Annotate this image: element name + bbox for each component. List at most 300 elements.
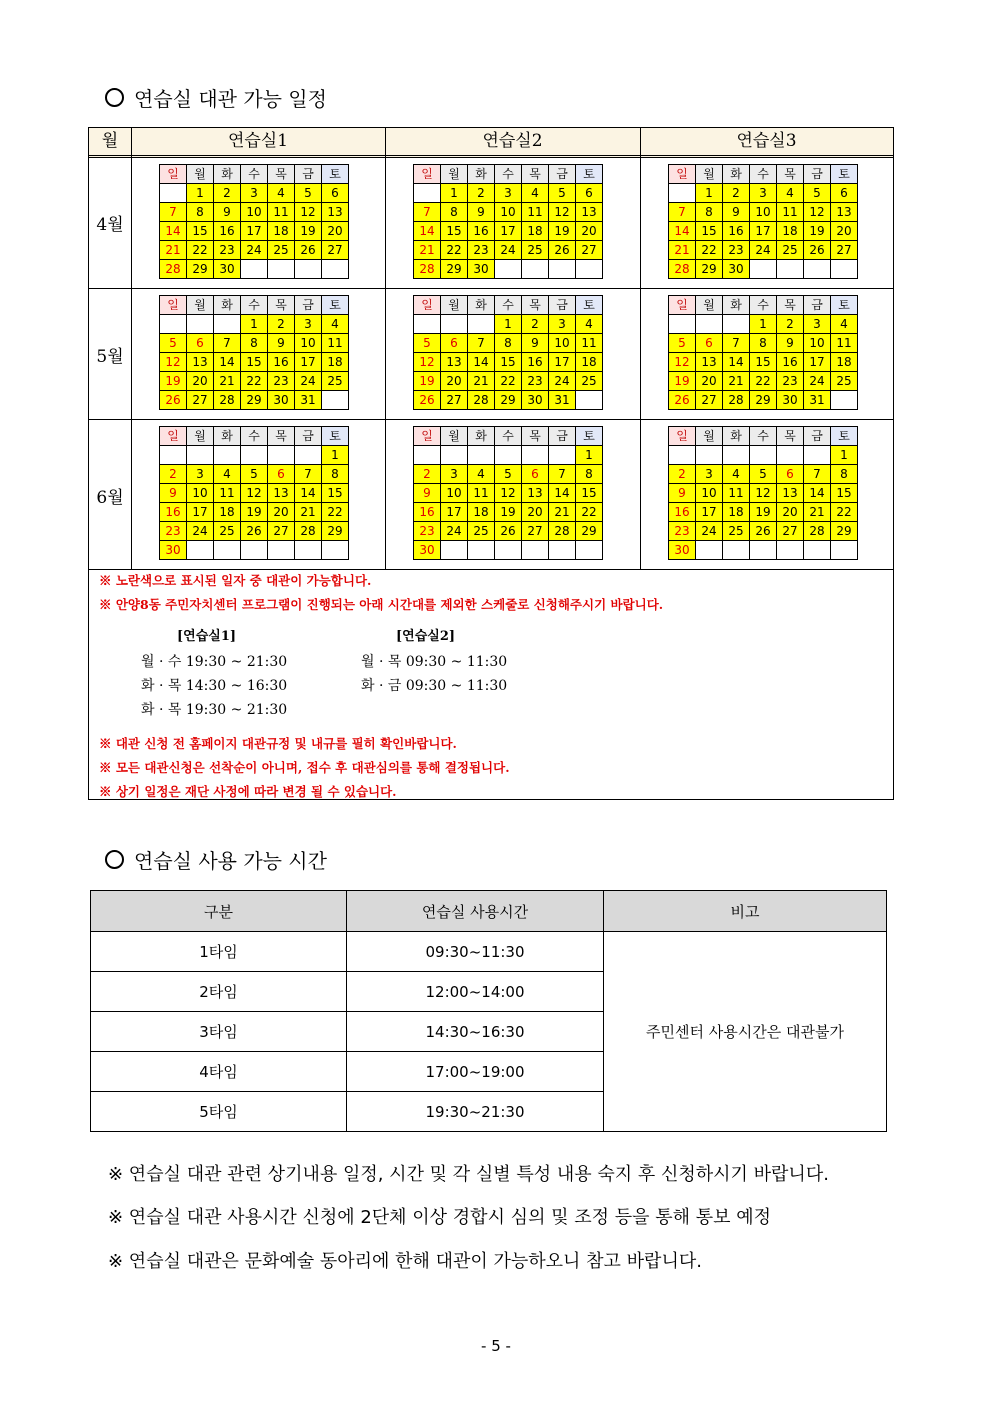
calendar-day: 20 (522, 503, 549, 522)
calendar-day: 2 (522, 315, 549, 334)
calendar-day: 13 (696, 353, 723, 372)
calendar-day: 24 (187, 522, 214, 541)
calendar-day: 27 (522, 522, 549, 541)
weekday-header: 토 (831, 296, 858, 315)
calendar-day: 5 (295, 184, 322, 203)
calendar-day: 1 (241, 315, 268, 334)
calendar-day: 5 (160, 334, 187, 353)
room1-slots-heading: [연습실1] (177, 629, 237, 644)
calendar-day: 20 (576, 222, 603, 241)
calendar-empty-cell (669, 184, 696, 203)
calendar-day: 16 (669, 503, 696, 522)
calendar-day: 30 (723, 260, 750, 279)
time-cell: 19:30~21:30 (347, 1092, 604, 1132)
calendar-day: 16 (414, 503, 441, 522)
calendar-empty-cell (576, 391, 603, 410)
calendar-day: 24 (549, 372, 576, 391)
weekday-header: 목 (268, 165, 295, 184)
calendar-empty-cell (268, 541, 295, 560)
weekday-header: 일 (414, 296, 441, 315)
weekday-header: 토 (322, 296, 349, 315)
calendar-day: 17 (441, 503, 468, 522)
calendar-empty-cell (468, 446, 495, 465)
calendar-day: 14 (804, 484, 831, 503)
calendar-day: 3 (495, 184, 522, 203)
calendar-day: 2 (268, 315, 295, 334)
calendar-day: 6 (322, 184, 349, 203)
usage-time-table (90, 890, 887, 1132)
calendar-day: 24 (750, 241, 777, 260)
section-title-text: 연습실 사용 가능 시간 (134, 849, 327, 873)
calendar-day: 7 (414, 203, 441, 222)
calendar-day: 21 (160, 241, 187, 260)
calendar-empty-cell (241, 260, 268, 279)
calendar-day: 30 (414, 541, 441, 560)
calendar-day: 8 (441, 203, 468, 222)
calendar-day: 22 (495, 372, 522, 391)
calendar-day: 17 (187, 503, 214, 522)
calendar-day: 4 (468, 465, 495, 484)
calendar-day: 30 (160, 541, 187, 560)
calendar-day: 29 (831, 522, 858, 541)
weekday-header: 화 (723, 165, 750, 184)
calendar-day: 14 (414, 222, 441, 241)
calendar-day: 6 (187, 334, 214, 353)
calendar-day: 28 (669, 260, 696, 279)
calendar-empty-cell (804, 541, 831, 560)
grid-line (89, 569, 893, 570)
calendar-empty-cell (187, 446, 214, 465)
weekday-header: 금 (295, 165, 322, 184)
weekday-header: 금 (549, 296, 576, 315)
calendar-day: 28 (414, 260, 441, 279)
calendar-day: 3 (696, 465, 723, 484)
calendar-day: 3 (187, 465, 214, 484)
weekday-header: 월 (187, 165, 214, 184)
calendar-day: 15 (750, 353, 777, 372)
calendar-day: 24 (495, 241, 522, 260)
calendar-empty-cell (723, 315, 750, 334)
calendar-day: 21 (295, 503, 322, 522)
calendar-day: 7 (669, 203, 696, 222)
calendar-day: 16 (777, 353, 804, 372)
note-yellow-available: ※ 노란색으로 표시된 일자 중 대관이 가능합니다. (99, 573, 372, 588)
calendar-day: 5 (804, 184, 831, 203)
calendar-day: 8 (495, 334, 522, 353)
calendar-empty-cell (576, 541, 603, 560)
calendar-day: 18 (576, 353, 603, 372)
calendar-day: 7 (295, 465, 322, 484)
calendar-empty-cell (495, 446, 522, 465)
weekday-header: 월 (187, 296, 214, 315)
weekday-header: 일 (160, 296, 187, 315)
calendar-day: 11 (214, 484, 241, 503)
weekday-header: 토 (322, 427, 349, 446)
circle-bullet-icon (105, 850, 124, 869)
calendar-day: 21 (549, 503, 576, 522)
calendar-day: 20 (831, 222, 858, 241)
calendar-empty-cell (777, 260, 804, 279)
calendar-empty-cell (441, 315, 468, 334)
calendar-empty-cell (549, 260, 576, 279)
calendar-empty-cell (750, 260, 777, 279)
calendar-day: 7 (549, 465, 576, 484)
calendar-day: 16 (214, 222, 241, 241)
room1-slot: 화 · 목 19:30 ~ 21:30 (141, 702, 288, 718)
calendar-day: 2 (214, 184, 241, 203)
weekday-header: 수 (750, 427, 777, 446)
grid-line (131, 128, 132, 569)
room2-header: 연습실2 (482, 131, 543, 151)
calendar-day: 7 (160, 203, 187, 222)
weekday-header: 금 (295, 296, 322, 315)
calendar-day: 1 (831, 446, 858, 465)
calendar-empty-cell (804, 446, 831, 465)
calendar-day: 5 (414, 334, 441, 353)
calendar-day: 6 (831, 184, 858, 203)
calendar-day: 30 (522, 391, 549, 410)
calendar-day: 26 (750, 522, 777, 541)
weekday-header: 금 (804, 165, 831, 184)
calendar-day: 13 (268, 484, 295, 503)
section-title-text: 연습실 대관 가능 일정 (134, 87, 327, 111)
calendar-empty-cell (495, 541, 522, 560)
calendar-empty-cell (160, 184, 187, 203)
calendar-day: 11 (723, 484, 750, 503)
calendar-day: 19 (804, 222, 831, 241)
calendar-day: 25 (214, 522, 241, 541)
calendar-day: 19 (750, 503, 777, 522)
calendar-day: 29 (441, 260, 468, 279)
calendar-day: 15 (576, 484, 603, 503)
calendar-day: 1 (322, 446, 349, 465)
calendar-day: 13 (576, 203, 603, 222)
calendar-day: 19 (160, 372, 187, 391)
calendar-empty-cell (522, 260, 549, 279)
weekday-header: 금 (295, 427, 322, 446)
calendar-empty-cell (777, 446, 804, 465)
grid-line (640, 128, 641, 569)
calendar-day: 21 (804, 503, 831, 522)
calendar-empty-cell (160, 446, 187, 465)
calendar-day: 19 (549, 222, 576, 241)
calendar-day: 13 (441, 353, 468, 372)
month-header: 월 (101, 131, 119, 151)
calendar-day: 23 (777, 372, 804, 391)
room2-slot: 월 · 목 09:30 ~ 11:30 (361, 654, 508, 670)
calendar-day: 30 (214, 260, 241, 279)
calendar-day: 8 (696, 203, 723, 222)
calendar-empty-cell (268, 260, 295, 279)
calendar-day: 8 (750, 334, 777, 353)
calendar-day: 1 (750, 315, 777, 334)
calendar-empty-cell (187, 315, 214, 334)
calendar-day: 9 (214, 203, 241, 222)
calendar-day: 29 (750, 391, 777, 410)
calendar-day: 23 (522, 372, 549, 391)
weekday-header: 화 (214, 165, 241, 184)
calendar-day: 29 (495, 391, 522, 410)
calendar-day: 15 (441, 222, 468, 241)
calendar-day: 20 (441, 372, 468, 391)
calendar-empty-cell (522, 541, 549, 560)
calendar-empty-cell (160, 315, 187, 334)
weekday-header: 화 (468, 165, 495, 184)
weekday-header: 수 (495, 427, 522, 446)
calendar-day: 27 (322, 241, 349, 260)
calendar-day: 6 (696, 334, 723, 353)
calendar-day: 19 (669, 372, 696, 391)
calendar-day: 11 (522, 203, 549, 222)
calendar-day: 25 (522, 241, 549, 260)
calendar-day: 25 (322, 372, 349, 391)
calendar-day: 18 (322, 353, 349, 372)
calendar-day: 13 (777, 484, 804, 503)
calendar-empty-cell (441, 446, 468, 465)
calendar-day: 4 (831, 315, 858, 334)
weekday-header: 수 (495, 296, 522, 315)
weekday-header: 금 (804, 296, 831, 315)
weekday-header: 목 (522, 165, 549, 184)
calendar-empty-cell (214, 541, 241, 560)
calendar-day: 13 (187, 353, 214, 372)
calendar-day: 19 (241, 503, 268, 522)
circle-bullet-icon (105, 88, 124, 107)
weekday-header: 금 (549, 427, 576, 446)
weekday-header: 일 (414, 165, 441, 184)
calendar-day: 7 (804, 465, 831, 484)
calendar-day: 28 (723, 391, 750, 410)
calendar-empty-cell (804, 260, 831, 279)
grid-line (385, 128, 386, 569)
calendar-day: 26 (669, 391, 696, 410)
calendar-day: 24 (241, 241, 268, 260)
calendar-day: 3 (241, 184, 268, 203)
calendar-day: 12 (241, 484, 268, 503)
weekday-header: 일 (669, 427, 696, 446)
calendar-day: 3 (441, 465, 468, 484)
calendar-day: 27 (268, 522, 295, 541)
calendar-day: 17 (750, 222, 777, 241)
weekday-header: 일 (414, 427, 441, 446)
calendar-day: 20 (777, 503, 804, 522)
slot-cell: 2타임 (91, 972, 347, 1012)
calendar-day: 2 (414, 465, 441, 484)
calendar-day: 22 (750, 372, 777, 391)
calendar-empty-cell (214, 315, 241, 334)
calendar-day: 24 (804, 372, 831, 391)
calendar-day: 2 (468, 184, 495, 203)
calendar-5월-연습실1 (159, 295, 349, 410)
calendar-empty-cell (295, 260, 322, 279)
calendar-day: 17 (804, 353, 831, 372)
calendar-day: 30 (669, 541, 696, 560)
calendar-day: 11 (831, 334, 858, 353)
calendar-day: 28 (468, 391, 495, 410)
calendar-day: 16 (160, 503, 187, 522)
calendar-day: 17 (295, 353, 322, 372)
calendar-day: 27 (777, 522, 804, 541)
weekday-header: 토 (831, 165, 858, 184)
weekday-header: 목 (777, 296, 804, 315)
calendar-empty-cell (322, 260, 349, 279)
calendar-empty-cell (187, 541, 214, 560)
calendar-empty-cell (696, 315, 723, 334)
weekday-header: 일 (160, 165, 187, 184)
calendar-day: 8 (322, 465, 349, 484)
calendar-day: 6 (268, 465, 295, 484)
room2-slots-heading: [연습실2] (396, 629, 456, 644)
calendar-day: 29 (576, 522, 603, 541)
calendar-day: 9 (522, 334, 549, 353)
note-subject-to-change: ※ 상기 일정은 재단 사정에 따라 변경 될 수 있습니다. (99, 784, 397, 799)
slot-cell: 4타임 (91, 1052, 347, 1092)
calendar-5월-연습실3 (668, 295, 858, 410)
note-not-first-come: ※ 모든 대관신청은 선착순이 아니며, 접수 후 대관심의를 통해 결정됩니다. (99, 760, 510, 775)
calendar-empty-cell (750, 446, 777, 465)
calendar-day: 26 (495, 522, 522, 541)
calendar-day: 6 (777, 465, 804, 484)
calendar-day: 4 (723, 465, 750, 484)
note-exclude-program: ※ 안양8동 주민자치센터 프로그램이 진행되는 아래 시간대를 제외한 스케줄로 신청해주시기 바랍니다. (99, 597, 664, 612)
calendar-day: 22 (831, 503, 858, 522)
calendar-day: 18 (777, 222, 804, 241)
calendar-day: 22 (187, 241, 214, 260)
calendar-day: 9 (777, 334, 804, 353)
calendar-day: 10 (696, 484, 723, 503)
calendar-day: 1 (495, 315, 522, 334)
calendar-day: 10 (187, 484, 214, 503)
weekday-header: 월 (696, 296, 723, 315)
weekday-header: 수 (750, 296, 777, 315)
calendar-day: 26 (241, 522, 268, 541)
calendar-day: 26 (549, 241, 576, 260)
calendar-empty-cell (696, 541, 723, 560)
calendar-day: 21 (468, 372, 495, 391)
calendar-day: 19 (414, 372, 441, 391)
weekday-header: 월 (441, 427, 468, 446)
calendar-day: 29 (696, 260, 723, 279)
calendar-day: 10 (549, 334, 576, 353)
calendar-day: 12 (750, 484, 777, 503)
calendar-day: 26 (295, 241, 322, 260)
calendar-day: 11 (322, 334, 349, 353)
calendar-day: 12 (414, 353, 441, 372)
calendar-day: 22 (696, 241, 723, 260)
calendar-day: 20 (268, 503, 295, 522)
calendar-day: 6 (522, 465, 549, 484)
slot-cell: 5타임 (91, 1092, 347, 1132)
weekday-header: 화 (723, 296, 750, 315)
calendar-day: 10 (750, 203, 777, 222)
calendar-day: 18 (214, 503, 241, 522)
calendar-day: 1 (576, 446, 603, 465)
page-number: - 5 - (481, 1337, 511, 1355)
calendar-day: 8 (576, 465, 603, 484)
calendar-day: 9 (268, 334, 295, 353)
schedule-table (88, 127, 894, 800)
calendar-day: 11 (777, 203, 804, 222)
calendar-day: 5 (241, 465, 268, 484)
calendar-day: 5 (495, 465, 522, 484)
calendar-day: 4 (322, 315, 349, 334)
calendar-day: 27 (576, 241, 603, 260)
calendar-day: 23 (214, 241, 241, 260)
calendar-day: 4 (777, 184, 804, 203)
calendar-day: 20 (187, 372, 214, 391)
calendar-day: 5 (549, 184, 576, 203)
calendar-day: 1 (187, 184, 214, 203)
calendar-empty-cell (576, 260, 603, 279)
column-header: 연습실 사용시간 (347, 891, 604, 932)
calendar-day: 15 (831, 484, 858, 503)
calendar-day: 10 (441, 484, 468, 503)
note-check-rules: ※ 대관 신청 전 홈페이지 대관규정 및 내규를 필히 확인바랍니다. (99, 736, 457, 751)
room1-slot: 화 · 목 14:30 ~ 16:30 (141, 678, 288, 694)
calendar-empty-cell (696, 446, 723, 465)
calendar-day: 16 (468, 222, 495, 241)
calendar-day: 16 (268, 353, 295, 372)
calendar-6월-연습실1 (159, 426, 349, 560)
calendar-day: 30 (468, 260, 495, 279)
calendar-day: 15 (241, 353, 268, 372)
weekday-header: 월 (696, 165, 723, 184)
calendar-day: 14 (214, 353, 241, 372)
room1-slot: 월 · 수 19:30 ~ 21:30 (141, 654, 288, 670)
weekday-header: 일 (160, 427, 187, 446)
calendar-empty-cell (214, 446, 241, 465)
calendar-5월-연습실2 (413, 295, 603, 410)
footnote: ※ 연습실 대관 사용시간 신청에 2단체 이상 경합시 심의 및 조정 등을 통해 통보 예정 (108, 1207, 772, 1228)
calendar-day: 13 (831, 203, 858, 222)
weekday-header: 토 (576, 296, 603, 315)
calendar-day: 6 (441, 334, 468, 353)
calendar-empty-cell (831, 260, 858, 279)
calendar-empty-cell (750, 541, 777, 560)
section-title-hours (105, 845, 327, 874)
section-title-schedule (105, 83, 327, 112)
calendar-empty-cell (295, 446, 322, 465)
calendar-empty-cell (723, 541, 750, 560)
calendar-day: 22 (441, 241, 468, 260)
calendar-empty-cell (669, 446, 696, 465)
weekday-header: 금 (549, 165, 576, 184)
calendar-day: 15 (187, 222, 214, 241)
room1-header: 연습실1 (227, 131, 289, 151)
table-header-row (91, 891, 887, 932)
calendar-day: 2 (723, 184, 750, 203)
footnote: ※ 연습실 대관 관련 상기내용 일정, 시간 및 각 실별 특성 내용 숙지 후 신청하시기 바랍니다. (108, 1164, 829, 1185)
calendar-empty-cell (241, 446, 268, 465)
calendar-day: 9 (723, 203, 750, 222)
calendar-empty-cell (495, 260, 522, 279)
calendar-day: 13 (522, 484, 549, 503)
weekday-header: 금 (804, 427, 831, 446)
schedule-header-row (89, 128, 893, 158)
time-cell: 17:00~19:00 (347, 1052, 604, 1092)
calendar-day: 2 (669, 465, 696, 484)
calendar-empty-cell (441, 541, 468, 560)
calendar-day: 21 (414, 241, 441, 260)
calendar-day: 8 (241, 334, 268, 353)
grid-line (89, 288, 893, 289)
calendar-day: 4 (522, 184, 549, 203)
calendar-4월-연습실3 (668, 164, 858, 279)
slot-cell: 3타임 (91, 1012, 347, 1052)
calendar-day: 24 (696, 522, 723, 541)
calendar-day: 12 (549, 203, 576, 222)
month-label-may: 5월 (96, 347, 124, 367)
